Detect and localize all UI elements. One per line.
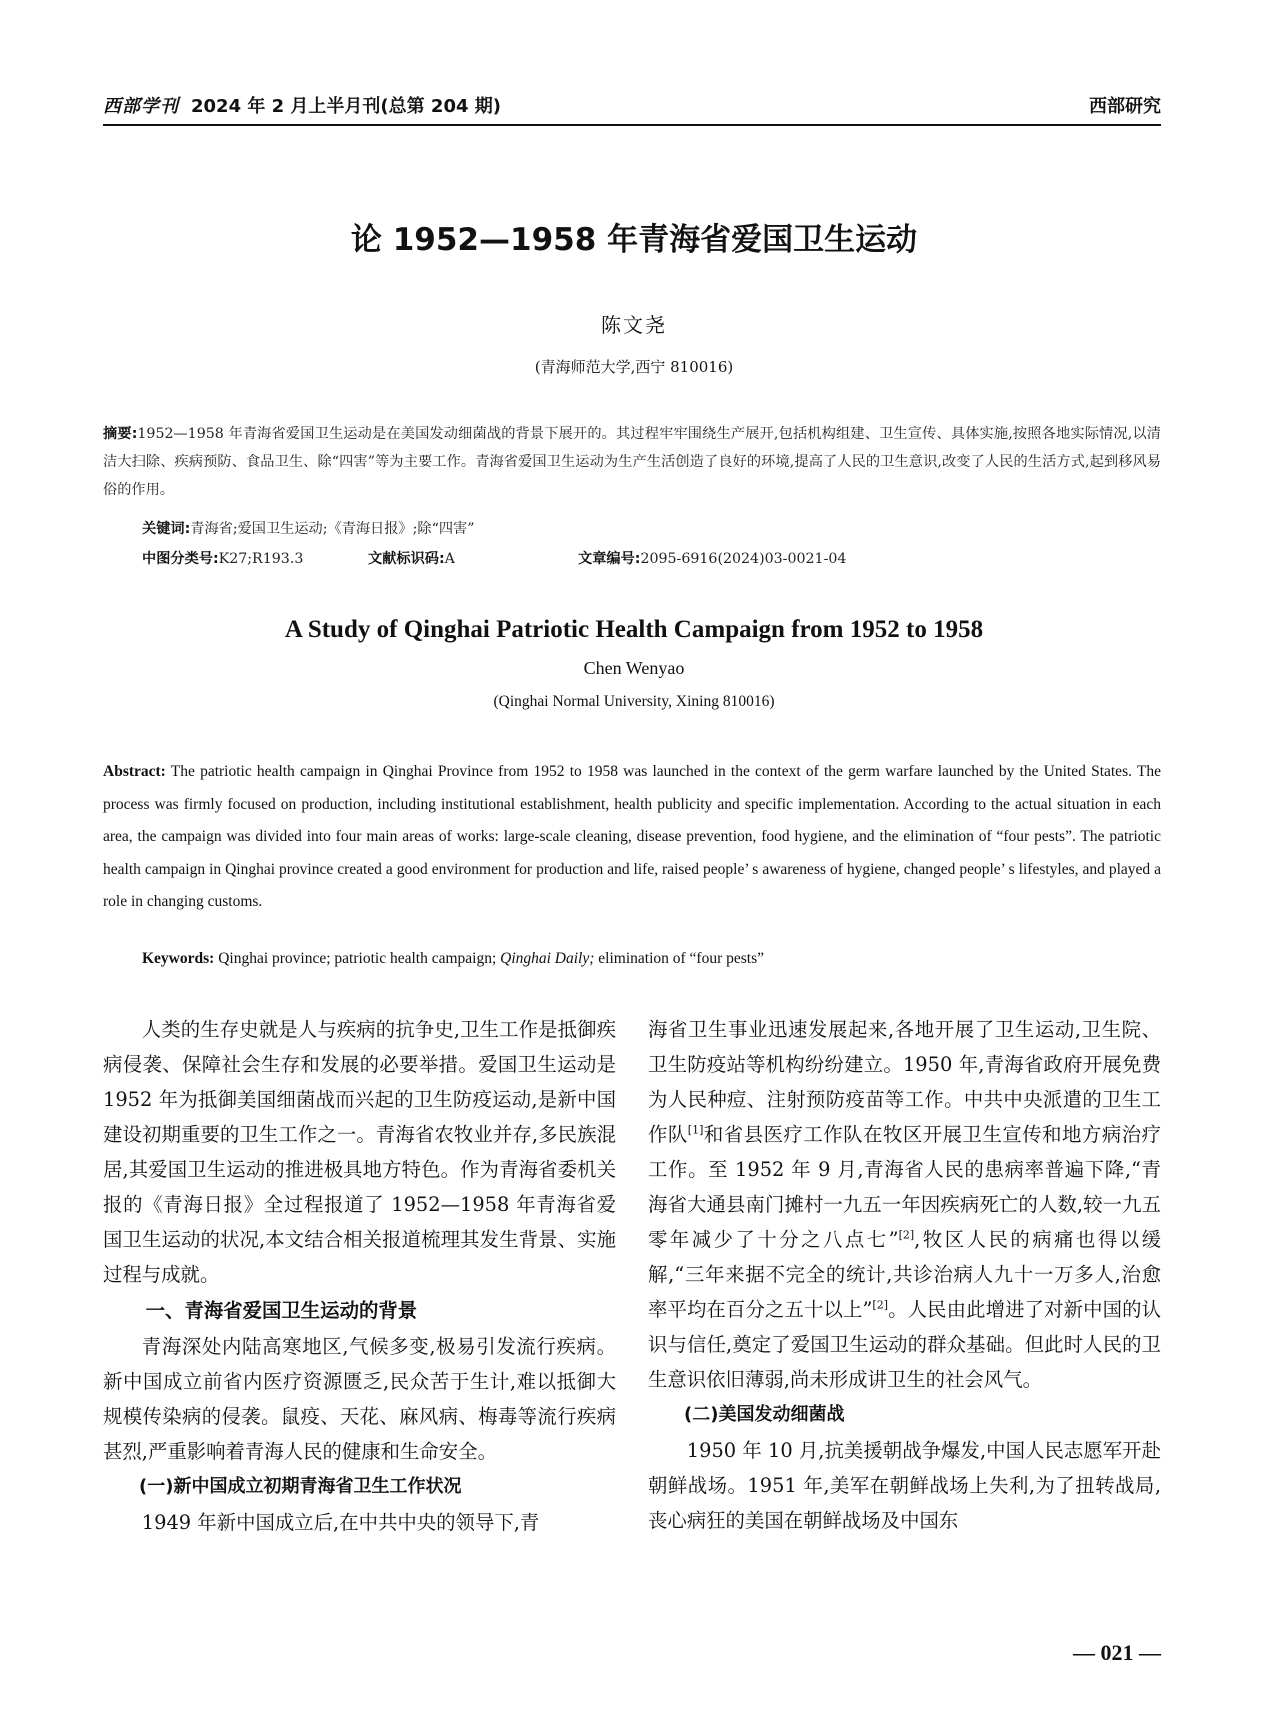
doc-code [368,548,455,568]
keywords-zh-label: 关键词: [142,521,191,537]
body-text: ,牧区人民的病痛也得以缓解,“三年来据不完全的统计,共诊治病人九十一万多人,治愈率平均在百分之五十以上” [648,1228,1161,1321]
keywords-en [142,944,1161,974]
article-number-value: 2095-6916(2024)03-0021-04 [640,551,847,567]
body-paragraph: 青海深处内陆高寒地区,气候多变,极易引发流行疾病。新中国成立前省内医疗资源匮乏,民众苦于生计,难以抵御大规模传染病的侵袭。鼠疫、天花、麻风病、梅毒等流行疾病甚烈,严重影响着青海人民的健康和生命安全。 [103,1335,616,1463]
keywords-en-part2: elimination of “four pests” [598,950,764,967]
classification-row [142,548,1161,576]
doc-value: A [444,551,455,567]
body-column-right [648,1012,1161,1538]
citation-ref[interactable]: [1] [687,1123,704,1137]
keywords-zh [142,515,1161,543]
body-paragraph [648,1012,1161,1397]
clc-value: K27;R193.3 [218,551,304,567]
section-heading: 一、青海省爱国卫生运动的背景 [145,1299,418,1322]
citation-ref[interactable]: [2] [872,1298,888,1312]
author-name-en: Chen Wenyao [583,658,685,678]
keywords-en-part1: Qinghai province; patriotic health campaign; [218,950,497,967]
body-paragraph: 1949 年新中国成立后,在中共中央的领导下,青 [141,1511,540,1534]
article-number [578,548,846,568]
citation-ref[interactable]: [2] [898,1228,915,1242]
keywords-en-journal: Qinghai Daily; [500,950,595,967]
subsection-heading: (一)新中国成立初期青海省卫生工作状况 [139,1476,462,1497]
clc-code [142,548,303,568]
article-number-label: 文章编号: [578,551,641,567]
body-text: 。人民由此增进了对新中国的认识与信任,奠定了爱国卫生运动的群众基础。但此时人民的卫生意识依旧薄弱,尚未形成讲卫生的社会风气。 [648,1298,1161,1391]
keywords-zh-text: 青海省;爱国卫生运动;《青海日报》;除“四害” [190,521,475,537]
issue-info: 2024 年 2 月上半月刊(总第 204 期) [191,96,501,117]
header-rule [103,124,1161,126]
abstract-zh [103,420,1161,504]
article-title-en: A Study of Qinghai Patriotic Health Campaign from 1952 to 1958 [284,616,984,643]
page-number: — 021 — [1073,1640,1161,1665]
author-affiliation-en: (Qinghai Normal University, Xining 810016) [493,693,775,710]
body-text: 和省县医疗工作队在牧区开展卫生宣传和地方病治疗工作。至 1952 年 9 月,青海省人民的患病率普遍下降,“青海省大通县南门摊村一九五一年因疾病死亡的人数,较一九五零年减少了十分之八点七” [648,1123,1162,1251]
body-column-left [103,1012,616,1540]
author-affiliation: (青海师范大学,西宁 810016) [534,358,734,376]
journal-logo: 西部学刊 [103,96,179,117]
article-title: 论 1952—1958 年青海省爱国卫生运动 [350,222,918,258]
section-name: 西部研究 [1089,96,1161,117]
abstract-zh-text: 1952—1958 年青海省爱国卫生运动是在美国发动细菌战的背景下展开的。其过程牢牢围绕生产展开,包括机构组建、卫生宣传、具体实施,按照各地实际情况,以清洁大扫除、疾病预防、食品卫生、除“四害”等为主要工作。青海省爱国卫生运动为生产生活创造了良好的环境,提高了人民的卫生意识,改变了人民的生活方式,起到移风易俗的作用。 [103,426,1161,498]
clc-label: 中图分类号: [142,551,219,567]
abstract-en-text: The patriotic health campaign in Qinghai Province from 1952 to 1958 was launched in the context of the germ warfare launched by the United States. The process was firmly focused on production, including institutional establishment, health publicity and specific implementation. According to the actual situation in each area, the campaign was divided into four main areas of works: large-scale cleaning, disease prevention, food hygiene, and the elimination of “four pests”. The patriotic health campaign in Qinghai province created a good environment for production and life, raised people’ s awareness of hygiene, changed people’ s lifestyles, and played a role in changing customs. [103,763,1161,910]
body-paragraph: 人类的生存史就是人与疾病的抗争史,卫生工作是抵御疾病侵袭、保障社会生存和发展的必要举措。爱国卫生运动是 1952 年为抵御美国细菌战而兴起的卫生防疫运动,是新中国建设初期重要的卫生工作之一。青海省农牧业并存,多民族混居,其爱国卫生运动的推进极具地方特色。作为青海省委机关报的《青海日报》全过程报道了 1952—1958 年青海省爱国卫生运动的状况,本文结合相关报道梳理其发生背景、实施过程与成就。 [103,1018,616,1286]
keywords-en-label: Keywords: [142,950,215,967]
abstract-en-label: Abstract: [103,763,166,780]
author-name: 陈文尧 [601,313,667,337]
running-header [103,92,1161,122]
doc-label: 文献标识码: [368,551,445,567]
abstract-zh-label: 摘要: [103,426,138,442]
body-paragraph: 1950 年 10 月,抗美援朝战争爆发,中国人民志愿军开赴朝鲜战场。1951 年,美军在朝鲜战场上失利,为了扭转战局,丧心病狂的美国在朝鲜战场及中国东 [648,1439,1161,1532]
body-text: 海省卫生事业迅速发展起来,各地开展了卫生运动,卫生院、卫生防疫站等机构纷纷建立。1950 年,青海省政府开展免费为人民种痘、注射预防疫苗等工作。中共中央派遣的卫生工作队 [648,1018,1161,1146]
subsection-heading: (二)美国发动细菌战 [684,1404,845,1425]
abstract-en [103,756,1161,919]
